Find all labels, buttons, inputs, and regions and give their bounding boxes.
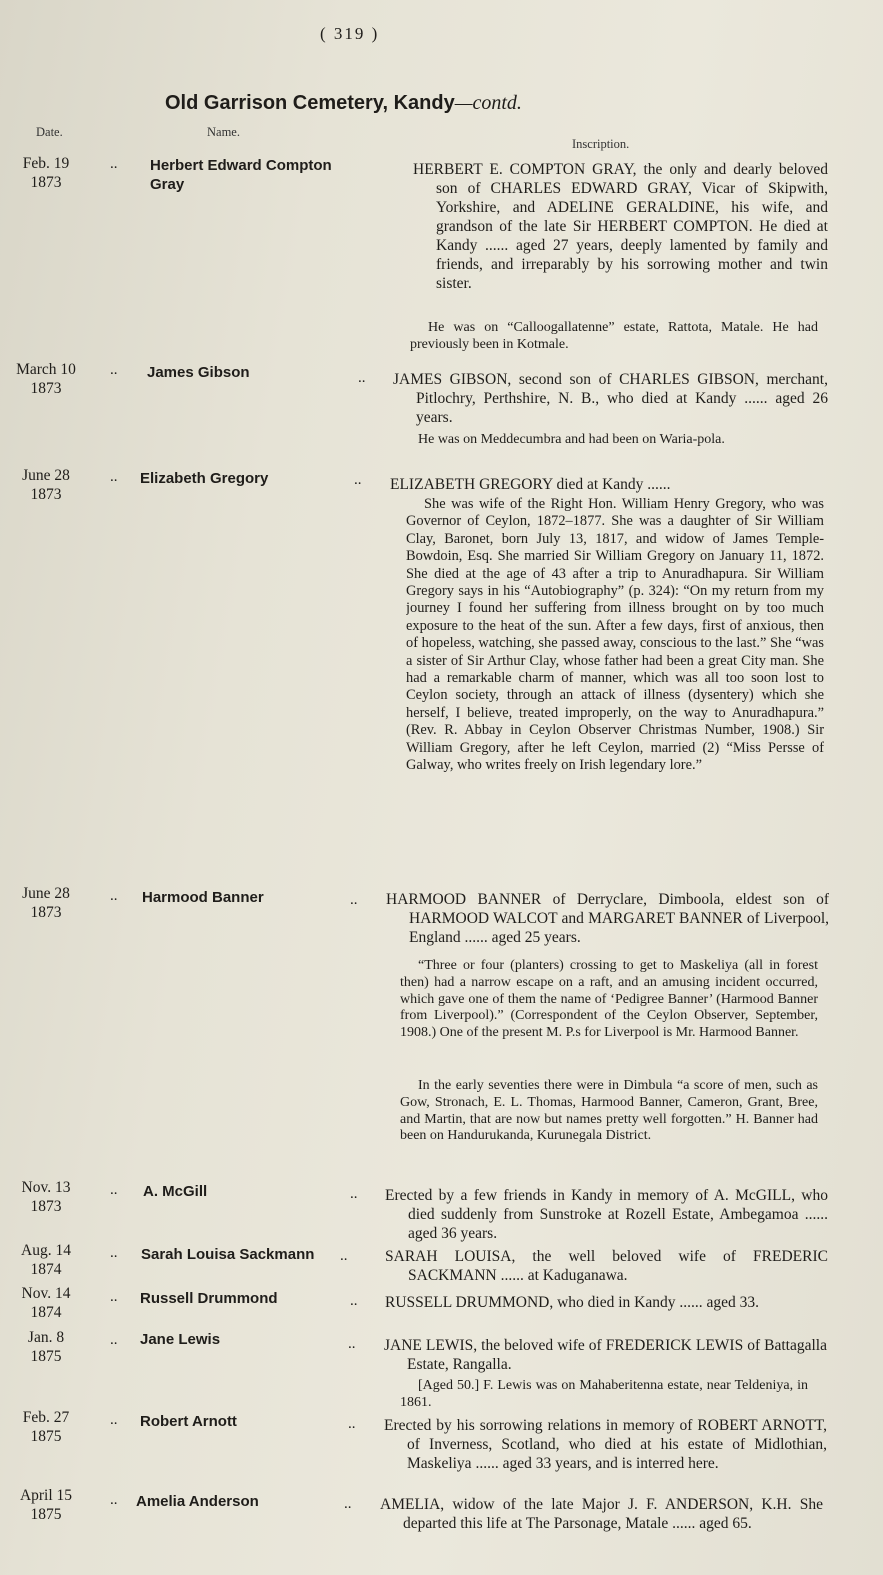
date-column-header: Date. [36, 125, 63, 139]
entry-inscription: JANE LEWIS, the beloved wife of FREDERICK LEWIS of Battagalla Estate, Rangalla. [384, 1337, 827, 1373]
entry-inscription: Erected by his sorrowing relations in memory of ROBERT ARNOTT, of Inverness, Scotland, who died at his estate of Midlothian, Maskeliya ...... aged 33 years, and is interred here. [384, 1417, 827, 1472]
title-text: Old Garrison Cemetery, Kandy [165, 92, 455, 114]
leader-dots: .. [110, 1412, 118, 1428]
leader-dots: .. [110, 1332, 118, 1348]
entry-note-2 [400, 1078, 818, 1180]
leader-dots: .. [348, 1416, 356, 1432]
entry-name: A. McGill [143, 1183, 208, 1200]
note-text: She was wife of the Right Hon. William Henry Gregory, who was Governor of Ceylon, 1872–1877. She was a daughter of Sir William Clay, Baronet, born July 13, 1817, and widow of James Temple-Bowdoin, Esq. She married Sir William Gregory on January 11, 1872. She died at the age of 43 after a trip to Anuradhapura. Sir William Gregory says in his “Autobiography” (p. 324): “On my return from my journey I found her suffering from illness brought on by too much exposure to the heat of the sun. After a few days, first of anxious, then of hopeless, watching, she passed away, conscious to the last.” She “was a sister of Sir Arthur Clay, whose father had been a great City man. She had a remarkable charm of manner, which was all too soon lost to Ceylon society, through an attack of illness (dysentery) which she herself, I believe, treated improperly, on the way to Anuradhapura.” (Rev. R. Abbay in Ceylon Observer Christmas Number, 1908.) Sir William Gregory, after he left Ceylon, married (2) “Miss Persse of Galway, who writes freely on Irish legendary lore.” [406, 496, 824, 774]
note-text: In the early seventies there were in Dimbula “a score of men, such as Gow, Stronach, E. L. Thomas, Harmood Banner, Cameron, Grant, Bree, and Martin, that are now but names pretty well forgotten.” H. Banner had been on Handurukanda, Kurunegala District. [400, 1078, 818, 1144]
name-column-header: Name. [207, 125, 240, 139]
entry-name: Amelia Anderson [136, 1493, 259, 1510]
entry-note [400, 958, 818, 1078]
entry-inscription: RUSSELL DRUMMOND, who died in Kandy ...... aged 33. [385, 1294, 759, 1311]
entry-date: June 28 1873 [22, 467, 70, 503]
entry-inscription: HARMOOD BANNER of Derryclare, Dimboola, eldest son of HARMOOD WALCOT and MARGARET BANNER of Liverpool, England ...... aged 25 years. [386, 891, 829, 946]
entry-note [406, 496, 824, 876]
entry-inscription: Erected by a few friends in Kandy in memory of A. McGILL, who died suddenly from Sunstroke at Rozell Estate, Ambegamoa ...... aged 36 years. [385, 1187, 828, 1242]
entry-date: Nov. 14 1874 [21, 1285, 71, 1321]
entry-date: April 15 1875 [19, 1487, 73, 1523]
entry-name: Elizabeth Gregory [140, 470, 269, 487]
title-contd: —contd. [454, 92, 522, 114]
entry-inscription: HERBERT E. COMPTON GRAY, the only and dearly beloved son of CHARLES EDWARD GRAY, Vicar of Skipwith, Yorkshire, and ADELINE GERALDINE, his wife, and grandson of the late Sir HERBERT COMPTON. He died at Kandy ...... aged 27 years, deeply lamented by family and friends, and irreparably by his sorrowing mother and twin sister. [413, 161, 828, 292]
entry-note [400, 432, 818, 468]
entry-note [400, 1378, 808, 1414]
leader-dots: .. [340, 1248, 348, 1264]
entry-name: Harmood Banner [142, 889, 264, 906]
entry-name: James Gibson [147, 364, 250, 381]
note-text: [Aged 50.] F. Lewis was on Mahaberitenna estate, near Teldeniya, in 1861. [400, 1378, 808, 1410]
leader-dots: .. [110, 1492, 118, 1508]
entry-date: Jan. 8 1875 [27, 1329, 65, 1365]
entry-date: Feb. 19 1873 [22, 155, 70, 191]
leader-dots: .. [110, 362, 118, 378]
note-text: “Three or four (planters) crossing to get to Maskeliya (all in forest then) had a narrow escape on a raft, and an amusing incident occurred, which gave one of them the name of ‘Pedigree Banner’ (Harmood Banner from Liverpool).” (Correspondent of the Ceylon Observer, September, 1908.) One of the present M. P.s for Liverpool is Mr. Harmood Banner. [400, 958, 818, 1041]
entry-date: Aug. 14 1874 [21, 1242, 71, 1278]
entry-inscription: SARAH LOUISA, the well beloved wife of FREDERIC SACKMANN ...... at Kaduganawa. [385, 1248, 828, 1284]
entry-date: March 10 1873 [16, 361, 76, 397]
entry-name: Jane Lewis [140, 1331, 221, 1348]
leader-dots: .. [350, 1293, 358, 1309]
leader-dots: .. [358, 370, 366, 386]
leader-dots: .. [110, 1289, 118, 1305]
leader-dots: .. [350, 892, 358, 908]
entry-note [410, 320, 818, 356]
inscription-column-header: Inscription. [572, 137, 630, 151]
leader-dots: .. [110, 1245, 118, 1261]
entry-inscription: JAMES GIBSON, second son of CHARLES GIBSON, merchant, Pitlochry, Perthshire, N. B., who died at Kandy ...... aged 26 years. [393, 371, 828, 426]
page-number: ( 319 ) [320, 24, 380, 43]
leader-dots: .. [110, 156, 118, 172]
leader-dots: .. [110, 1182, 118, 1198]
leader-dots: .. [110, 888, 118, 904]
entry-name: Herbert Edward Compton Gray [150, 157, 332, 193]
leader-dots: .. [110, 469, 118, 485]
page-title [165, 92, 522, 115]
note-text: He was on Meddecumbra and had been on Waria-pola. [418, 432, 725, 447]
entry-name: Robert Arnott [140, 1413, 237, 1430]
entry-date: Nov. 13 1873 [21, 1179, 71, 1215]
entry-date: Feb. 27 1875 [22, 1409, 70, 1445]
entry-inscription: ELIZABETH GREGORY died at Kandy ...... [390, 476, 671, 493]
leader-dots: .. [348, 1336, 356, 1352]
entry-name: Russell Drummond [140, 1290, 278, 1307]
entry-inscription: AMELIA, widow of the late Major J. F. ANDERSON, K.H. She departed this life at The Parsonage, Matale ...... aged 65. [380, 1496, 823, 1532]
note-text: He was on “Calloogallatenne” estate, Rattota, Matale. He had previously been in Kotmale. [410, 320, 818, 352]
leader-dots: .. [350, 1186, 358, 1202]
entry-name: Sarah Louisa Sackmann [141, 1246, 315, 1263]
leader-dots: .. [344, 1496, 352, 1512]
leader-dots: .. [354, 472, 362, 488]
entry-date: June 28 1873 [22, 885, 70, 921]
